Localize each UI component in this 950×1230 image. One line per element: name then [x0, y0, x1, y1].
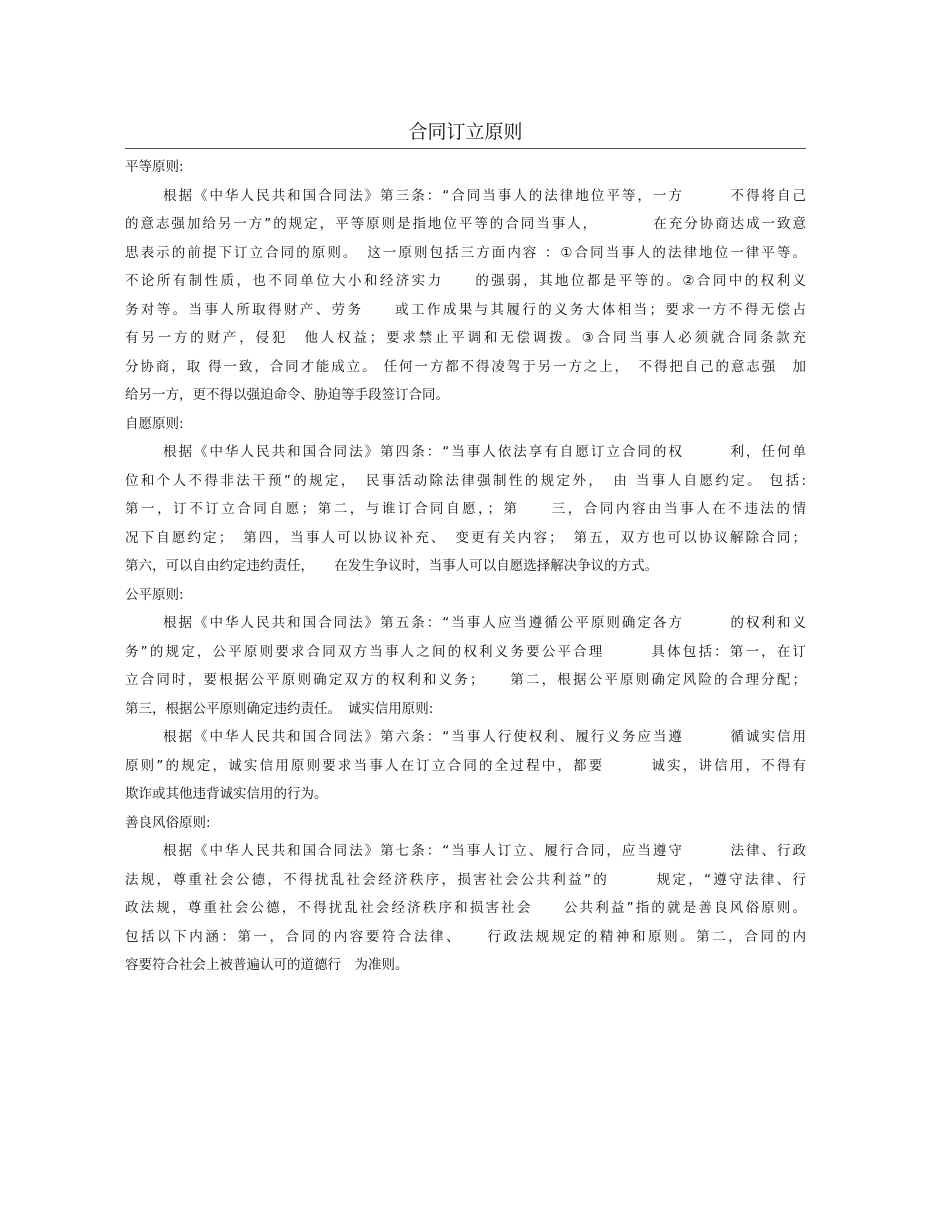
section-body-equality	[125, 182, 806, 410]
document-page	[125, 118, 806, 980]
page-title: 合同订立原则	[125, 118, 806, 149]
text-line: 务对等。当事人所取得财产、劳务 或工作成果与其履行的义务大体相当；要求一方不得无偿占	[125, 301, 806, 318]
text-line: 思表示的前提下订立合同的原则。 这一原则包括三方面内容 ：①合同当事人的法律地位一律平等。	[125, 244, 806, 261]
text-line: 原则”的规定，诚实信用原则要求当事人在订立合同的全过程中，都要 诚实，讲信用，不得有	[125, 757, 806, 774]
text-line: 不论所有制性质，也不同单位大小和经济实力 的强弱，其地位都是平等的。②合同中的权利义	[125, 273, 806, 289]
text-line: 第一，订不订立合同自愿；第二，与谁订合同自愿，；第 三，合同内容由当事人在不违法的情	[125, 501, 806, 517]
section-heading-public-order: 善良风俗原则:	[125, 814, 211, 831]
section-heading-voluntary: 自愿原则:	[125, 415, 184, 432]
section-heading-equality: 平等原则:	[125, 159, 184, 175]
text-line: 政法规，尊重社会公德，不得扰乱社会经济秩序和损害社会 公共利益”指的就是善良风俗原则。	[125, 900, 806, 916]
section-heading-fairness: 公平原则:	[125, 586, 184, 603]
text-line: 法规，尊重社会公德，不得扰乱社会经济秩序，损害社会公共利益”的 规定，“遵守法律、行	[125, 871, 806, 888]
text-line: 位和个人不得非法干预”的规定， 民事活动除法律强制性的规定外， 由 当事人自愿约定。 包括:	[125, 472, 806, 489]
text-line: 第三，根据公平原则确定违约责任。 诚实信用原则:	[125, 700, 434, 717]
text-line: 根据《中华人民共和国合同法》第六条：“当事人行使权利、履行义务应当遵 循诚实信用	[163, 729, 806, 745]
section-body-public-order	[125, 837, 806, 980]
text-line: 给另一方，更不得以强迫命令、胁迫等手段签订合同。	[125, 387, 449, 403]
text-line: 容要符合社会上被普遍认可的道德行 为准则。	[125, 957, 409, 973]
section-body-voluntary	[125, 438, 806, 581]
text-line: 欺诈或其他违背诚实信用的行为。	[125, 786, 328, 802]
text-line: 第六，可以自由约定违约责任， 在发生争议时，当事人可以自愿选择解决争议的方式。	[125, 558, 659, 574]
text-line: 根据《中华人民共和国合同法》第四条：“当事人依法享有自愿订立合同的权 利，任何单	[163, 444, 806, 460]
text-line: 根据《中华人民共和国合同法》第五条：“当事人应当遵循公平原则确定各方 的权利和义	[163, 615, 806, 631]
text-line: 根据《中华人民共和国合同法》第七条：“当事人订立、履行合同，应当遵守 法律、行政	[163, 843, 806, 859]
text-line: 立合同时，要根据公平原则确定双方的权利和义务； 第二，根据公平原则确定风险的合理分配；	[125, 672, 806, 688]
text-line: 分协商，取 得一致，合同才能成立。 任何一方都不得凌驾于另一方之上， 不得把自己的意志强 加	[125, 358, 806, 375]
text-line: 的意志强加给另一方”的规定，平等原则是指地位平等的合同当事人， 在充分协商达成一致意	[125, 216, 806, 232]
section-body-fairness	[125, 609, 806, 723]
text-line: 根据《中华人民共和国合同法》第三条：“合同当事人的法律地位平等，一方 不得将自己	[163, 187, 806, 204]
section-body-good-faith	[125, 723, 806, 809]
text-line: 包括以下内涵：第一，合同的内容要符合法律、 行政法规规定的精神和原则。第二，合同的内	[125, 928, 806, 945]
text-line: 务”的规定，公平原则要求合同双方当事人之间的权利义务要公平合理 具体包括：第一，在订	[125, 643, 806, 660]
text-line: 况下自愿约定； 第四，当事人可以协议补充、 变更有关内容； 第五，双方也可以协议解除合同；	[125, 529, 806, 546]
text-line: 有另一方的财产，侵犯 他人权益；要求禁止平调和无偿调拨。③合同当事人必须就合同条款充	[125, 330, 806, 346]
